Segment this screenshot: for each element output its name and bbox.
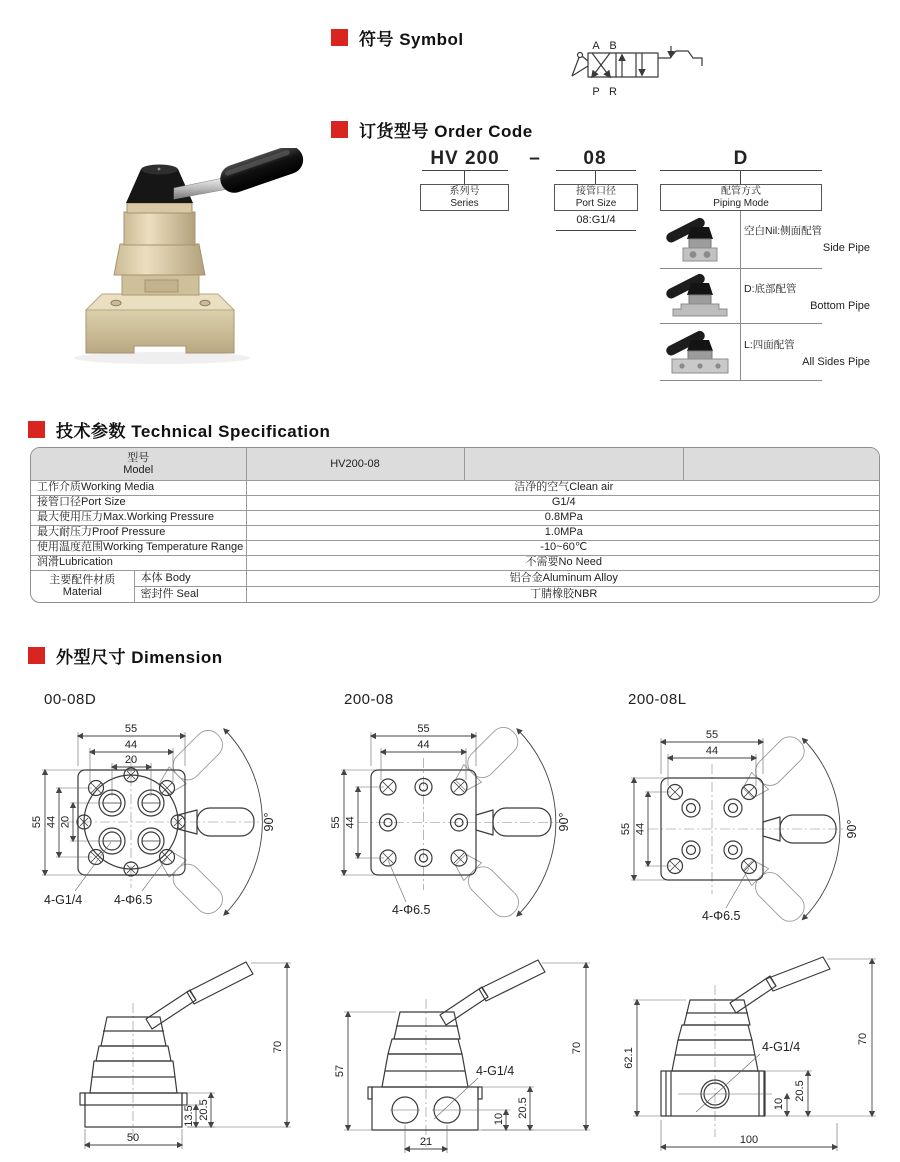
side-view-200-08d bbox=[30, 955, 320, 1162]
spec-header-row bbox=[31, 448, 880, 480]
photo-shadow bbox=[74, 352, 250, 364]
model-label-en: Model bbox=[123, 463, 154, 476]
svg-text:13.5: 13.5 bbox=[183, 1105, 195, 1127]
spec-row-label: 本体 Body bbox=[134, 570, 246, 586]
spec-row bbox=[31, 525, 880, 540]
spec-row-label: 接管口径Port Size bbox=[31, 495, 246, 510]
angle-label: 90° bbox=[262, 812, 276, 832]
svg-text:55: 55 bbox=[705, 729, 719, 741]
svg-text:44: 44 bbox=[124, 739, 138, 751]
svg-text:44: 44 bbox=[45, 815, 58, 829]
red-square-icon bbox=[331, 121, 348, 138]
piping-mode-photo-bottom-pipe bbox=[664, 270, 736, 320]
dimension-section-title: 外型尺寸 Dimension bbox=[56, 648, 223, 667]
tick bbox=[464, 170, 465, 184]
svg-text:20.5: 20.5 bbox=[517, 1097, 529, 1119]
svg-text:44: 44 bbox=[344, 816, 357, 829]
spec-row-value: 1.0MPa bbox=[246, 525, 880, 540]
valve-lever bbox=[174, 148, 307, 199]
svg-text:10: 10 bbox=[493, 1112, 505, 1126]
spec-header-value: HV200-08 bbox=[246, 448, 464, 480]
piping-mode-label-1 bbox=[744, 282, 880, 314]
piping-mode-label-0 bbox=[744, 224, 880, 256]
piping-mode-photo-all-sides-pipe bbox=[664, 327, 736, 377]
material-label-zh: 主要配件材质 bbox=[49, 574, 116, 587]
handle bbox=[476, 808, 551, 836]
symbol-section-header bbox=[331, 25, 464, 50]
underline bbox=[556, 170, 636, 171]
spec-row-label: 最大耐压力Proof Pressure bbox=[31, 525, 246, 540]
dimension-section-header bbox=[28, 643, 223, 668]
svg-text:70: 70 bbox=[571, 1041, 583, 1055]
spec-header-model bbox=[31, 448, 246, 480]
piping-row-separator bbox=[660, 323, 822, 324]
svg-text:70: 70 bbox=[857, 1032, 869, 1046]
spec-row-label: 工作介质Working Media bbox=[31, 480, 246, 495]
dim-50 bbox=[85, 1129, 182, 1149]
product-photo-hand-valve bbox=[66, 148, 316, 370]
spec-row-label: 使用温度范围Working Temperature Range bbox=[31, 540, 246, 555]
dim-70 bbox=[766, 959, 876, 1116]
svg-text:20.5: 20.5 bbox=[198, 1099, 210, 1121]
spec-material-row bbox=[31, 586, 880, 602]
svg-text:55: 55 bbox=[620, 822, 632, 836]
thread-note: 4-G1/4 bbox=[476, 1064, 515, 1078]
piping-row-separator bbox=[660, 380, 822, 381]
red-square-icon bbox=[331, 29, 348, 46]
svg-text:55: 55 bbox=[31, 815, 43, 829]
spec-section-title: 技术参数 Technical Specification bbox=[56, 422, 331, 441]
spec-row bbox=[31, 480, 880, 495]
angle-label: 90° bbox=[557, 812, 571, 832]
svg-text:57: 57 bbox=[334, 1064, 346, 1078]
thread-note: 4-G1/4 bbox=[762, 1040, 801, 1054]
spec-row-value: -10~60℃ bbox=[246, 540, 880, 555]
spec-row bbox=[31, 495, 880, 510]
piping-mode-en: Side Pipe bbox=[822, 241, 870, 254]
valve-body bbox=[114, 203, 205, 295]
thread-note: 4-G1/4 bbox=[44, 893, 83, 907]
piping-box-zh: 配管方式 bbox=[721, 186, 761, 197]
hole-note: 4-Φ6.5 bbox=[392, 903, 431, 917]
svg-text:44: 44 bbox=[634, 822, 647, 836]
svg-text:21: 21 bbox=[419, 1136, 433, 1148]
side-view-200-08 bbox=[330, 955, 620, 1162]
drawing-label-200-08: 200-08 bbox=[344, 691, 394, 708]
svg-text:70: 70 bbox=[272, 1040, 284, 1054]
spec-row-label: 最大使用压力Max.Working Pressure bbox=[31, 510, 246, 525]
dim-100 bbox=[661, 1120, 837, 1151]
svg-text:20.5: 20.5 bbox=[794, 1080, 806, 1102]
model-label-zh: 型号 bbox=[127, 451, 150, 464]
port-label-b: B bbox=[609, 40, 617, 52]
piping-mode-label-2 bbox=[744, 338, 880, 370]
spec-section-header bbox=[28, 417, 330, 442]
pneumatic-valve-symbol bbox=[543, 36, 718, 100]
order-code-port: 08 bbox=[583, 148, 607, 169]
dim-70 bbox=[478, 963, 590, 1130]
tick bbox=[740, 170, 741, 184]
underline bbox=[660, 170, 822, 171]
order-section-header bbox=[331, 117, 533, 142]
symbol-section-title: 符号 Symbol bbox=[359, 30, 464, 49]
piping-mode-zh: 空白Nil:侧面配管 bbox=[744, 225, 823, 237]
top-view-200-08 bbox=[330, 708, 610, 955]
svg-text:55: 55 bbox=[124, 723, 138, 735]
valve-profile bbox=[80, 962, 253, 1127]
dim-10 bbox=[773, 1094, 787, 1116]
port-size-note: 08:G1/4 bbox=[576, 214, 616, 226]
svg-text:44: 44 bbox=[417, 739, 430, 751]
svg-text:100: 100 bbox=[739, 1134, 759, 1146]
port-label-p: P bbox=[592, 86, 600, 98]
valve-base bbox=[86, 294, 234, 353]
angle-label: 90° bbox=[845, 819, 859, 839]
svg-text:62.1: 62.1 bbox=[623, 1047, 635, 1069]
dim-10 bbox=[462, 1110, 510, 1130]
piping-mode-photo-side-pipe bbox=[664, 214, 736, 264]
svg-text:50: 50 bbox=[126, 1132, 140, 1144]
port-label-a: A bbox=[592, 40, 600, 52]
piping-mode-en: Bottom Pipe bbox=[810, 299, 870, 312]
piping-row-separator bbox=[660, 268, 822, 269]
underline bbox=[556, 230, 636, 231]
material-group-label bbox=[31, 570, 134, 602]
side-view-200-08l bbox=[620, 955, 900, 1162]
order-code-separator: – bbox=[529, 148, 541, 169]
series-box-zh: 系列号 bbox=[449, 186, 480, 197]
spec-row bbox=[31, 555, 880, 570]
underline bbox=[422, 170, 508, 171]
red-square-icon bbox=[28, 647, 45, 664]
port-size-box bbox=[554, 184, 638, 211]
port-box-en: Port Size bbox=[575, 198, 617, 209]
spec-row-value: G1/4 bbox=[246, 495, 880, 510]
svg-text:44: 44 bbox=[705, 745, 719, 757]
drawing-label-200-08l: 200-08L bbox=[628, 691, 687, 708]
spec-row-value: 洁净的空气Clean air bbox=[246, 480, 880, 495]
spec-material-row bbox=[31, 570, 880, 586]
red-square-icon bbox=[28, 421, 45, 438]
spec-header-empty bbox=[464, 448, 683, 480]
spec-row bbox=[31, 540, 880, 555]
top-view-200-08l bbox=[618, 708, 898, 955]
material-label-en: Material bbox=[62, 586, 102, 599]
spec-table bbox=[30, 447, 880, 603]
order-section-title: 订货型号 Order Code bbox=[359, 122, 533, 141]
piping-mode-en: All Sides Pipe bbox=[802, 355, 870, 368]
drawing-label-200-08d: 00-08D bbox=[44, 691, 97, 708]
hole-note: 4-Φ6.5 bbox=[114, 893, 153, 907]
series-box-en: Series bbox=[450, 198, 479, 209]
spec-row bbox=[31, 510, 880, 525]
order-code-series: HV 200 bbox=[430, 148, 500, 169]
hole-note: 4-Φ6.5 bbox=[702, 909, 741, 923]
port-box-zh: 接管口径 bbox=[576, 186, 616, 197]
spec-row-label: 密封件 Seal bbox=[134, 586, 246, 602]
order-code-piping: D bbox=[733, 148, 749, 169]
piping-box-en: Piping Mode bbox=[713, 198, 769, 209]
dim-20-5 bbox=[482, 1087, 534, 1130]
spec-row-value: 0.8MPa bbox=[246, 510, 880, 525]
dim-62-1 bbox=[623, 1000, 686, 1116]
piping-divider bbox=[740, 211, 741, 380]
port-label-r: R bbox=[609, 86, 617, 98]
spec-row-label: 润滑Lubrication bbox=[31, 555, 246, 570]
spec-row-value: 不需要No Need bbox=[246, 555, 880, 570]
piping-mode-box bbox=[660, 184, 822, 211]
tick bbox=[595, 170, 596, 184]
svg-text:20: 20 bbox=[59, 815, 72, 829]
top-view-200-08d bbox=[30, 708, 310, 955]
piping-mode-zh: L:四面配管 bbox=[744, 339, 795, 351]
svg-text:20: 20 bbox=[124, 754, 138, 766]
spec-row-value: 丁腈橡胶NBR bbox=[246, 586, 880, 602]
spec-row-value: 铝合金Aluminum Alloy bbox=[246, 570, 880, 586]
piping-mode-zh: D:底部配管 bbox=[744, 283, 797, 295]
spec-header-empty bbox=[683, 448, 880, 480]
series-box bbox=[420, 184, 509, 211]
svg-text:55: 55 bbox=[330, 816, 342, 829]
corner-holes bbox=[89, 781, 175, 865]
svg-text:55: 55 bbox=[417, 723, 430, 735]
svg-text:10: 10 bbox=[773, 1097, 785, 1111]
